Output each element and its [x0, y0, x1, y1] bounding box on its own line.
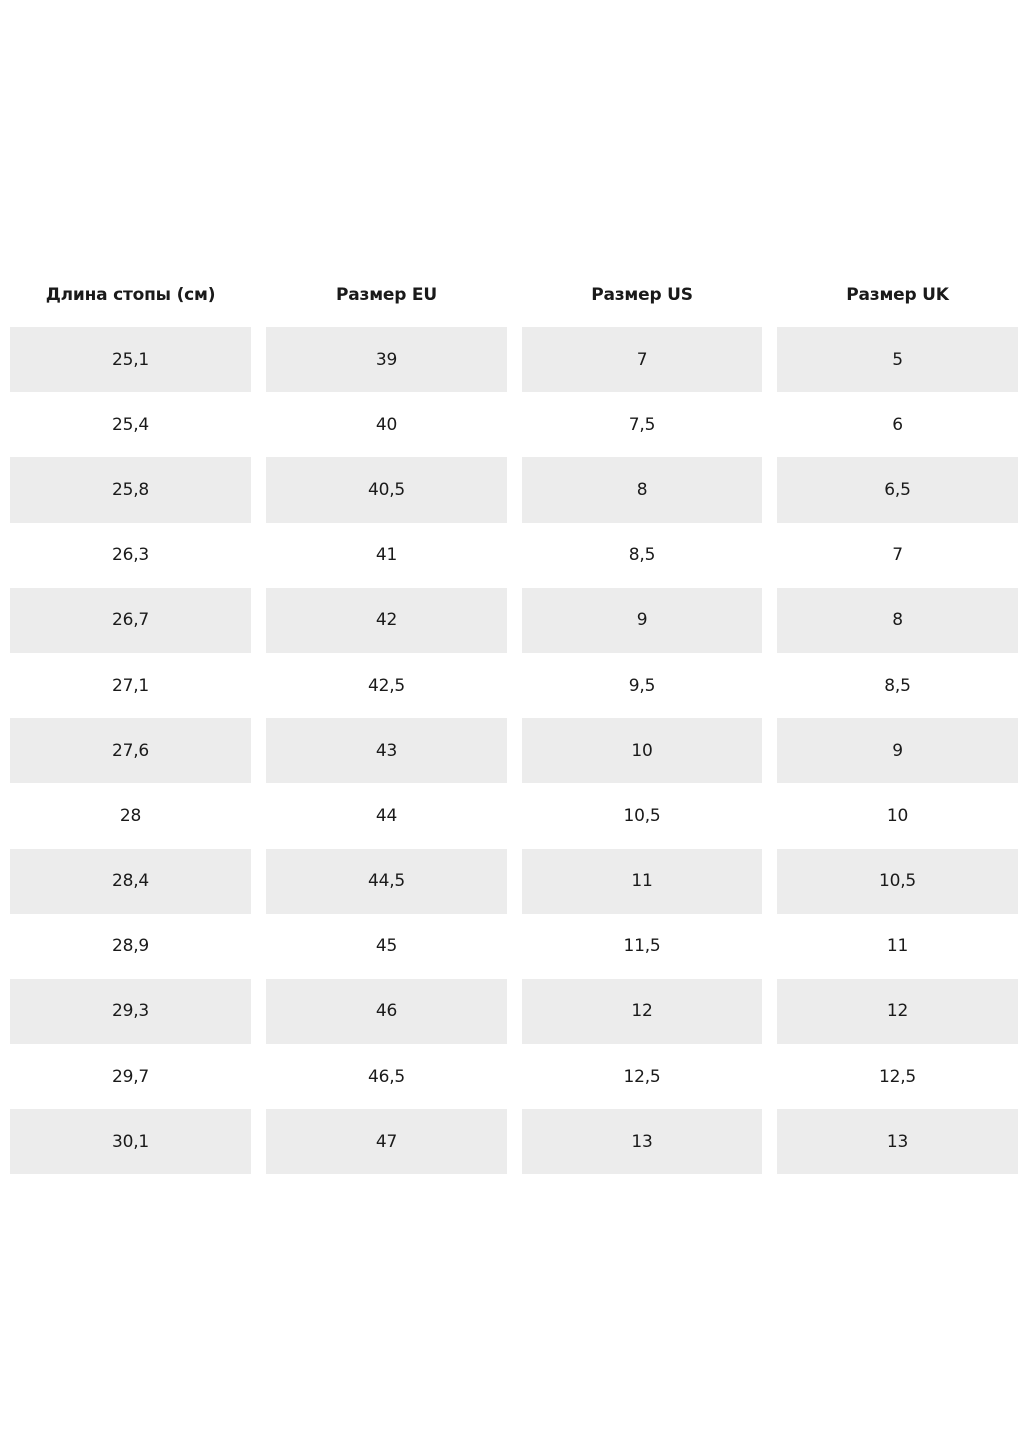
cell-foot-length: 28,4 [10, 849, 251, 914]
cell-size-uk: 8 [777, 588, 1018, 653]
cell-size-uk: 7 [892, 545, 903, 566]
table-row [10, 457, 1017, 522]
cell-size-eu: 40,5 [266, 457, 507, 522]
cell-foot-length: 27,1 [111, 675, 150, 696]
cell-size-us: 8 [522, 457, 762, 522]
cell-size-eu: 46 [266, 979, 507, 1044]
cell-size-uk: 5 [777, 327, 1018, 392]
size-chart-table [10, 262, 1017, 1174]
cell-size-uk: 6 [892, 414, 903, 435]
table-row [10, 783, 1017, 848]
cell-size-eu: 42 [266, 588, 507, 653]
cell-size-uk: 10 [886, 805, 909, 826]
table-row [10, 1109, 1017, 1174]
cell-size-eu: 41 [375, 545, 398, 566]
cell-size-us: 11,5 [623, 936, 661, 957]
cell-foot-length: 25,1 [10, 327, 251, 392]
table-row [10, 653, 1017, 718]
cell-size-us: 11 [522, 849, 762, 914]
cell-size-us: 13 [522, 1109, 762, 1174]
table-row [10, 327, 1017, 392]
table-row [10, 523, 1017, 588]
table-row [10, 588, 1017, 653]
cell-size-us: 9,5 [628, 675, 656, 696]
cell-foot-length: 29,7 [111, 1066, 150, 1087]
cell-foot-length: 25,8 [10, 457, 251, 522]
cell-size-us: 12,5 [623, 1066, 661, 1087]
cell-size-eu: 47 [266, 1109, 507, 1174]
cell-size-us: 12 [522, 979, 762, 1044]
cell-size-eu: 45 [375, 936, 398, 957]
cell-size-uk: 9 [777, 718, 1018, 783]
header-size-uk: Размер UK [846, 284, 949, 305]
cell-size-eu: 46,5 [367, 1066, 406, 1087]
cell-size-eu: 44 [375, 805, 398, 826]
cell-foot-length: 26,7 [10, 588, 251, 653]
header-foot-length: Длина стопы (см) [45, 284, 216, 305]
cell-foot-length: 29,3 [10, 979, 251, 1044]
cell-size-uk: 10,5 [777, 849, 1018, 914]
cell-size-us: 9 [522, 588, 762, 653]
cell-size-eu: 44,5 [266, 849, 507, 914]
table-header-row [10, 262, 1017, 327]
table-row [10, 979, 1017, 1044]
header-size-eu: Размер EU [336, 284, 437, 305]
cell-foot-length: 25,4 [111, 414, 150, 435]
cell-foot-length: 28 [119, 805, 142, 826]
cell-size-us: 7 [522, 327, 762, 392]
cell-foot-length: 27,6 [10, 718, 251, 783]
cell-size-eu: 42,5 [367, 675, 406, 696]
table-row [10, 718, 1017, 783]
table-row [10, 849, 1017, 914]
table-row [10, 914, 1017, 979]
cell-size-uk: 11 [886, 936, 909, 957]
cell-size-eu: 43 [266, 718, 507, 783]
cell-size-us: 10,5 [623, 805, 661, 826]
cell-size-us: 7,5 [628, 414, 656, 435]
cell-size-us: 10 [522, 718, 762, 783]
cell-foot-length: 28,9 [111, 936, 150, 957]
cell-size-eu: 39 [266, 327, 507, 392]
cell-foot-length: 26,3 [111, 545, 150, 566]
header-size-us: Размер US [591, 284, 693, 305]
cell-size-uk: 6,5 [777, 457, 1018, 522]
table-row [10, 1044, 1017, 1109]
cell-size-uk: 13 [777, 1109, 1018, 1174]
cell-foot-length: 30,1 [10, 1109, 251, 1174]
cell-size-uk: 12,5 [878, 1066, 917, 1087]
cell-size-eu: 40 [375, 414, 398, 435]
cell-size-uk: 8,5 [884, 675, 911, 696]
table-row [10, 392, 1017, 457]
cell-size-us: 8,5 [628, 545, 656, 566]
cell-size-uk: 12 [777, 979, 1018, 1044]
